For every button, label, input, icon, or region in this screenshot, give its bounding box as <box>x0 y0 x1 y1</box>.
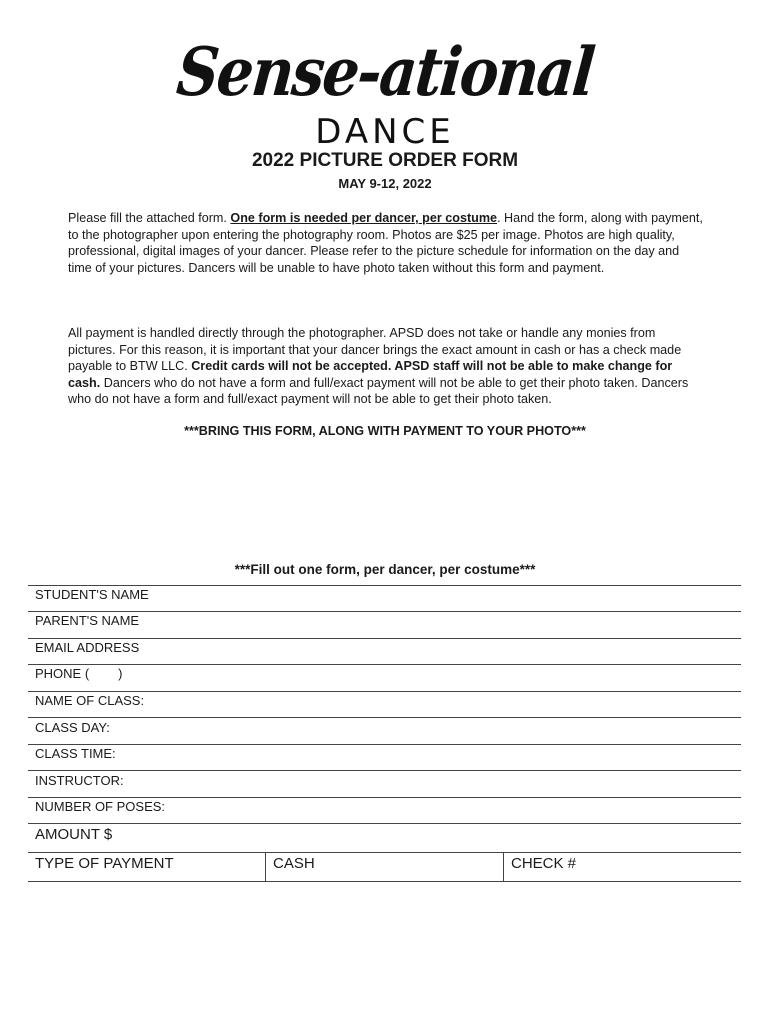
page-title: 2022 PICTURE ORDER FORM <box>251 150 519 171</box>
form-instruction: ***Fill out one form, per dancer, per costume*** <box>234 562 536 577</box>
intro-p2-end: Dancers who do not have a form and full/exact payment will not be able to get their photo taken. Dancers who do not have a form and full/exact payment will not be able to get their photo taken. <box>68 375 689 407</box>
bring-form-notice: ***BRING THIS FORM, ALONG WITH PAYMENT TO YOUR PHOTO*** <box>184 424 586 438</box>
student-name-field[interactable]: STUDENT'S NAME <box>35 587 149 602</box>
check-number-field[interactable]: CHECK # <box>511 855 577 872</box>
class-time-field[interactable]: CLASS TIME: <box>35 746 116 761</box>
payment-type-label: TYPE OF PAYMENT <box>35 855 174 872</box>
form-rule <box>28 638 741 639</box>
parent-name-field[interactable]: PARENT'S NAME <box>35 613 140 628</box>
payment-divider <box>503 852 504 881</box>
form-rule <box>28 770 741 771</box>
class-day-field[interactable]: CLASS DAY: <box>35 720 110 735</box>
form-rule <box>28 664 741 665</box>
form-rule <box>28 797 741 798</box>
intro-p1-start: Please fill the attached form. <box>68 211 231 225</box>
intro-p2-start: All payment is handled directly through the photographer. APSD does not take or handle any monies from pictures. For this reason, it is important that your dancer brings the exact amount in cash or has a check made payable to BTW LLC. <box>68 326 682 374</box>
event-date: MAY 9-12, 2022 <box>338 176 432 191</box>
class-name-field[interactable]: NAME OF CLASS: <box>35 693 145 708</box>
form-rule <box>28 691 741 692</box>
intro-p1-emphasis: One form is needed per dancer, per costume <box>230 211 498 225</box>
intro-paragraph-1 <box>68 210 704 276</box>
form-rule <box>28 823 741 824</box>
intro-paragraph-2 <box>68 325 704 408</box>
form-rule <box>28 717 741 718</box>
logo-subtitle: DANCE <box>315 112 455 152</box>
form-rule <box>28 881 741 882</box>
poses-field[interactable]: NUMBER OF POSES: <box>35 799 166 814</box>
phone-field[interactable]: PHONE ( ) <box>35 666 123 681</box>
logo-script-text: Sense-ational <box>173 32 597 112</box>
intro-p2-emphasis: Credit cards will not be accepted. APSD staff will not be able to make change for cash. <box>68 359 673 390</box>
email-field[interactable]: EMAIL ADDRESS <box>35 640 140 655</box>
intro-p1-end: . Hand the form, along with payment, to the photographer upon entering the photography room. Photos are $25 per image. Photos are high quality, professional, digital images of your dancer. Please refer to the picture schedule for information on the day and time of your pictures. Dancers will be unable to have photo taken without this form and payment. <box>68 211 703 275</box>
form-rule <box>28 585 741 586</box>
form-rule <box>28 744 741 745</box>
payment-divider <box>265 852 266 881</box>
cash-option[interactable]: CASH <box>273 855 315 872</box>
form-rule <box>28 852 741 853</box>
form-rule <box>28 611 741 612</box>
amount-field[interactable]: AMOUNT $ <box>35 826 113 843</box>
instructor-field[interactable]: INSTRUCTOR: <box>35 773 124 788</box>
